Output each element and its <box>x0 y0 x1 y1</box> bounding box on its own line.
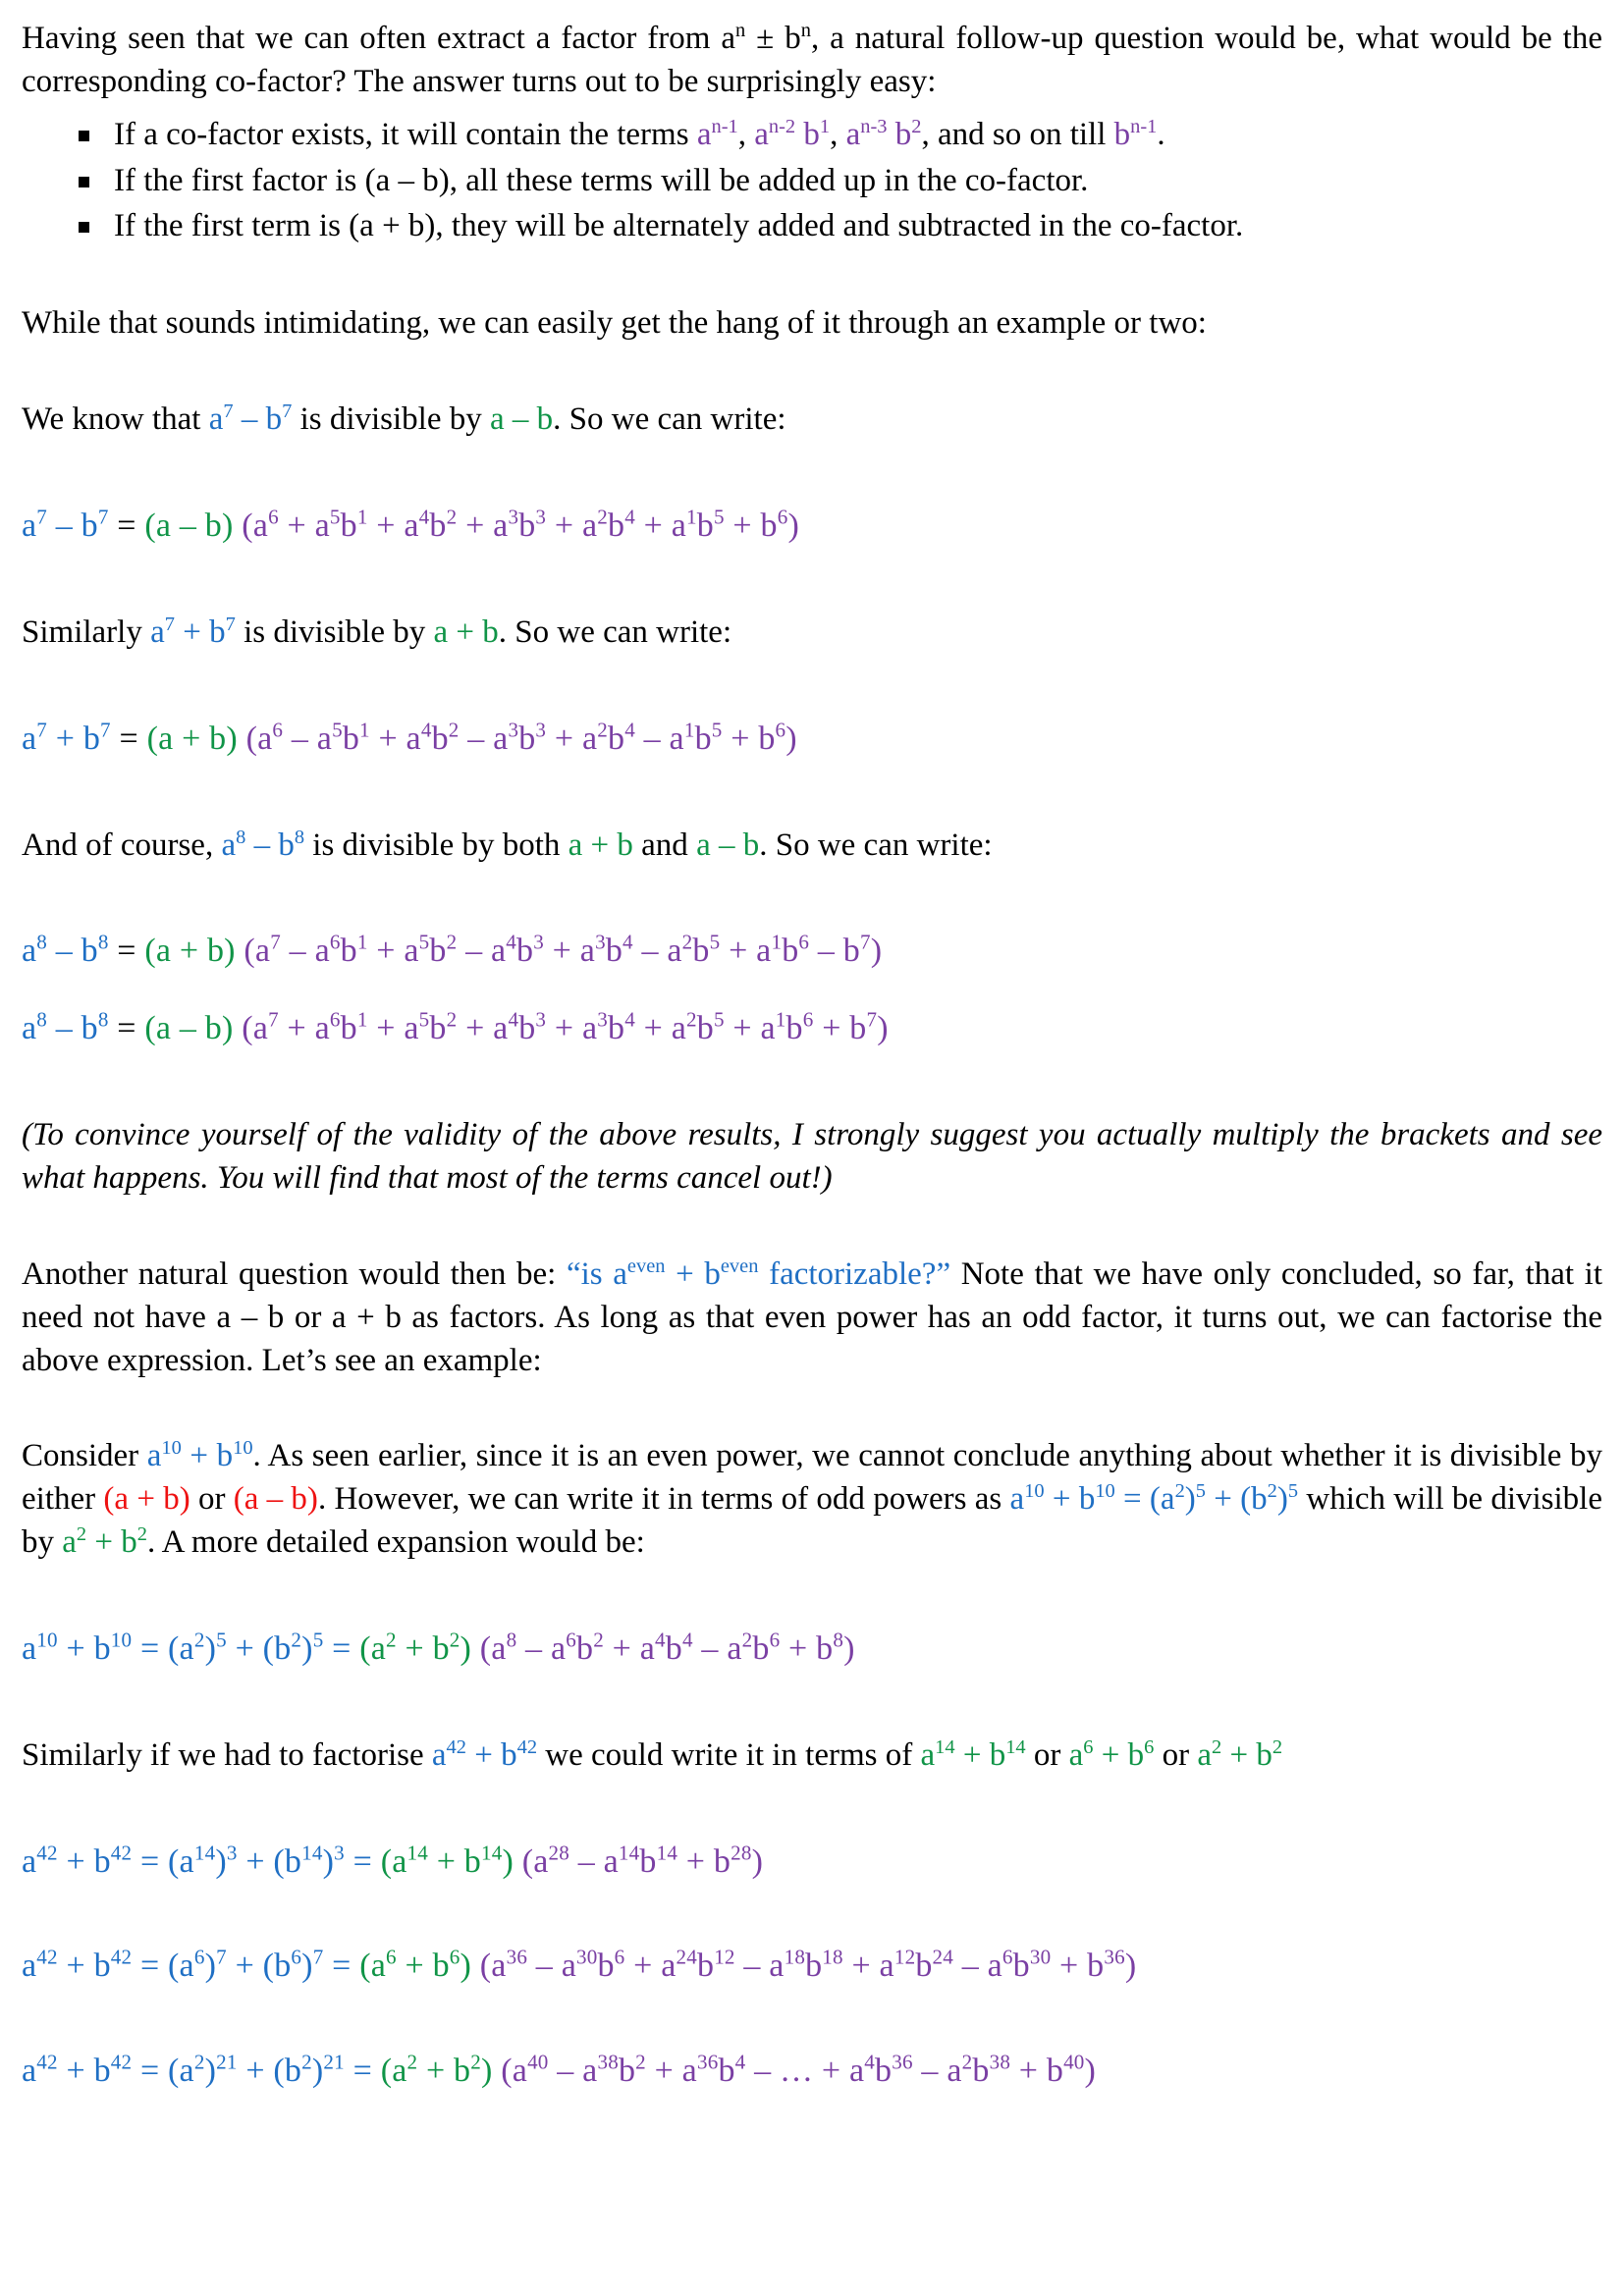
bullet-1-term-3: $a^{n-3}$ $b^2$ <box>845 115 922 152</box>
equation-a42-via-14 <box>22 1842 1602 1883</box>
intro-text-2: ± b <box>745 21 801 56</box>
eq5-cofactor: $(a^8 - a^6b^2 + a^4b^4 - a^2b^6 + b^8)$ <box>479 1628 855 1668</box>
list-item <box>73 112 1602 158</box>
eq8-factor: $(a^2 + b^2)$ <box>380 2050 493 2090</box>
eq2-lhs: $a^7 + b^7$ <box>22 718 111 757</box>
similarly42-option-2: $a^2 + b^2$ <box>1197 1735 1283 1773</box>
intro-sup-n2: n <box>800 20 811 41</box>
eq7-lhs: $a^{42} + b^{42} = (a^6)^7 + (b^6)^7$ = <box>22 1946 360 1985</box>
consider-text-2: . As seen earlier, since it is an even power, we cannot conclude anything about whether it is divisible by either <box>22 1438 1602 1518</box>
eq3-lhs: $a^8 - b^8$ <box>22 931 109 970</box>
eq7-factor: $(a^6 + b^6)$ <box>359 1946 472 1985</box>
lead-plus7-text-1: Similarly <box>22 614 151 650</box>
eq5-lhs: $a^{10} + b^{10} = (a^2)^5 + (b^2)^5$ = <box>22 1628 360 1668</box>
lead-plus7-factor: a + b <box>433 614 499 650</box>
lead-a8-factor-2: a – b <box>696 827 760 863</box>
lead-minus7-text-1: We know that <box>22 401 209 438</box>
consider-inline-equation: $a^{10} + b^{10} = (a^2)^5 + (b^2)^5$ <box>1009 1480 1299 1518</box>
eq1-factor: (a – b) <box>144 507 234 545</box>
eq2-cofactor: $(a^6 - a^5b^1 + a^4b^2 - a^3b^3 + a^2b^4 - a^1b^5 + b^6)$ <box>245 718 797 757</box>
eq8-cofactor: ($a^{40} - a^{38}b^2 + a^{36}b^4$ – … + $a^4b^{36} - a^2b^{38} + b^{40}$) <box>501 2050 1097 2090</box>
bullet-1-term-2: $a^{n-2}$ $b^1$ <box>754 115 831 152</box>
eq4-equals: = <box>108 1010 145 1047</box>
consider-text-6: . A more detailed expansion would be: <box>146 1524 645 1561</box>
intro-sup-n1: n <box>735 20 746 41</box>
eq5-factor: $(a^2 + b^2)$ <box>359 1628 472 1668</box>
lead-a8-text-2: is divisible by both <box>304 827 568 863</box>
lead-a8-text-1: And of course, <box>22 827 222 863</box>
consider-green-divisor: $a^2 + b^2$ <box>62 1523 147 1561</box>
lead-minus7-text-2: is divisible by <box>292 401 490 438</box>
eq2-factor: (a + b) <box>146 720 238 757</box>
bullet-square-icon <box>79 177 89 187</box>
cofactor-rules-list <box>22 112 1602 250</box>
lead-minus7-factor: a – b <box>490 401 554 438</box>
eq6-cofactor: $(a^{28} - a^{14}b^{14} + b^{28})$ <box>521 1841 764 1880</box>
eq4-cofactor: $(a^7 + a^6b^1 + a^5b^2 + a^4b^3 + a^3b^4 + a^2b^5 + a^1b^6 + b^7)$ <box>242 1007 889 1047</box>
another-text-2: Note that we have only concluded, so far, that it need not have a – b or a + b as factors. As long as that even power has an odd factor, it turns out, we can factorise the above expression. Let’s see an example: <box>22 1255 1602 1378</box>
similarly42-text-1: Similarly if we had to factorise <box>22 1736 432 1773</box>
eq1-equals: = <box>108 507 145 545</box>
similarly42-text-3: or <box>1025 1736 1069 1773</box>
bullet-2-text: If the first factor is (a – b), all these terms will be added up in the co-factor. <box>114 162 1089 198</box>
equation-a10-plus-b10 <box>22 1629 1602 1670</box>
similarly42-option-6: $a^6 + b^6$ <box>1068 1735 1155 1773</box>
lead-a8-text-3: and <box>632 827 697 863</box>
eq3-equals: = <box>108 933 145 970</box>
eq8-lhs: $a^{42} + b^{42} = (a^2)^{21} + (b^2)^{21}$ = <box>22 2050 381 2090</box>
another-question-paragraph <box>22 1254 1602 1383</box>
bullet-1-pre: If a co-factor exists, it will contain the terms <box>114 116 697 152</box>
eq6-lhs: $a^{42} + b^{42} = (a^{14})^3 + (b^{14})^3$ = <box>22 1841 381 1880</box>
lead-minus7-expression: $a^7 - b^7$ <box>208 400 293 438</box>
similarly42-text-2: we could write it in terms of <box>537 1736 921 1773</box>
eq4-factor: (a – b) <box>144 1010 234 1047</box>
bullet-1-sep-2: , <box>830 116 846 152</box>
similarly42-expression: $a^{42} + b^{42}$ <box>431 1735 538 1773</box>
eq3-factor: (a + b) <box>144 933 236 970</box>
lead-plus7-expression: $a^7 + b^7$ <box>150 613 236 650</box>
bullet-1-mid: , and so on till <box>921 116 1114 152</box>
eq4-lhs: $a^8 - b^8$ <box>22 1007 109 1047</box>
lead-plus7-text-3: . So we can write: <box>498 614 732 650</box>
eq6-factor: $(a^{14} + b^{14})$ <box>380 1841 514 1880</box>
hang-of-it-paragraph: While that sounds intimidating, we can easily get the hang of it through an example or two: <box>22 305 1207 342</box>
equation-a8-minus-b8-via-minus <box>22 1009 1602 1049</box>
lead-a8-factor-1: a + b <box>568 827 633 863</box>
consider-text-1: Consider <box>22 1438 147 1474</box>
similarly42-option-14: $a^{14} + b^{14}$ <box>920 1735 1026 1773</box>
similarly42-text-4: or <box>1154 1736 1198 1773</box>
bullet-1-term-1: $a^{n-1}$ <box>696 115 738 152</box>
consider-text-4: . However, we can write it in terms of odd powers as <box>317 1481 1010 1518</box>
intro-paragraph <box>22 18 1602 104</box>
another-text-1: Another natural question would then be: <box>22 1255 567 1292</box>
lead-minus7-text-3: . So we can write: <box>553 401 786 438</box>
equation-a8-minus-b8-via-plus <box>22 932 1602 972</box>
eq1-lhs: $a^7 - b^7$ <box>22 505 109 545</box>
lead-plus7-text-2: is divisible by <box>235 614 434 650</box>
similarly42-paragraph <box>22 1735 1602 1778</box>
eq2-equals: = <box>110 720 147 757</box>
lead-plus7-paragraph <box>22 612 1602 655</box>
equation-a7-plus-b7 <box>22 720 1602 760</box>
eq7-cofactor: $(a^{36} - a^{30}b^6 + a^{24}b^{12} - a^{18}b^{18} + a^{12}b^{24} - a^6b^{30} + b^{36})$ <box>479 1946 1137 1985</box>
bullet-square-icon <box>79 131 89 141</box>
consider-red-factor-1: (a + b) <box>103 1481 190 1518</box>
bullet-1-sep-1: , <box>737 116 755 152</box>
intro-text-1: Having seen that we can often extract a factor from a <box>22 21 736 56</box>
consider-text-3: or <box>189 1481 234 1518</box>
equation-a42-via-6 <box>22 1947 1602 1987</box>
equation-a42-via-2 <box>22 2052 1602 2092</box>
bullet-square-icon <box>79 222 89 233</box>
lead-a8-text-4: . So we can write: <box>759 827 993 863</box>
lead-minus7-paragraph <box>22 399 1602 442</box>
list-item <box>73 158 1602 204</box>
equation-a7-minus-b7 <box>22 507 1602 547</box>
eq3-cofactor: $(a^7 - a^6b^1 + a^5b^2 - a^4b^3 + a^3b^4 - a^2b^5 + a^1b^6 - b^7)$ <box>244 931 883 970</box>
bullet-1-term-4: $b^{n-1}$ <box>1113 115 1158 152</box>
validity-note-paragraph: (To convince yourself of the validity of the above results, I strongly suggest you actually multiply the brackets and see what happens. You will find that most of the terms cancel out!) <box>22 1117 1602 1196</box>
bullet-3-text: If the first term is (a + b), they will be alternately added and subtracted in the co-factor. <box>114 208 1244 244</box>
consider-red-factor-2: (a – b) <box>233 1481 318 1518</box>
consider-expression: $a^{10} + b^{10}$ <box>146 1437 253 1474</box>
lead-a8-paragraph <box>22 825 1602 868</box>
bullet-1-post: . <box>1157 116 1165 152</box>
intro-text-3: , a natural follow-up question would be, what would be the corresponding co-factor? The answer turns out to be surprisingly easy: <box>22 21 1602 99</box>
eq1-cofactor: $(a^6 + a^5b^1 + a^4b^2 + a^3b^3 + a^2b^4 + a^1b^5 + b^6)$ <box>242 505 799 545</box>
list-item <box>73 203 1602 249</box>
consider-text-5: which will be divisible by <box>22 1481 1603 1561</box>
consider-paragraph <box>22 1435 1602 1565</box>
lead-a8-expression: $a^8 - b^8$ <box>221 826 305 863</box>
another-quoted-question: “is $a^{even} + b^{even}$ factorizable?” <box>566 1255 951 1292</box>
